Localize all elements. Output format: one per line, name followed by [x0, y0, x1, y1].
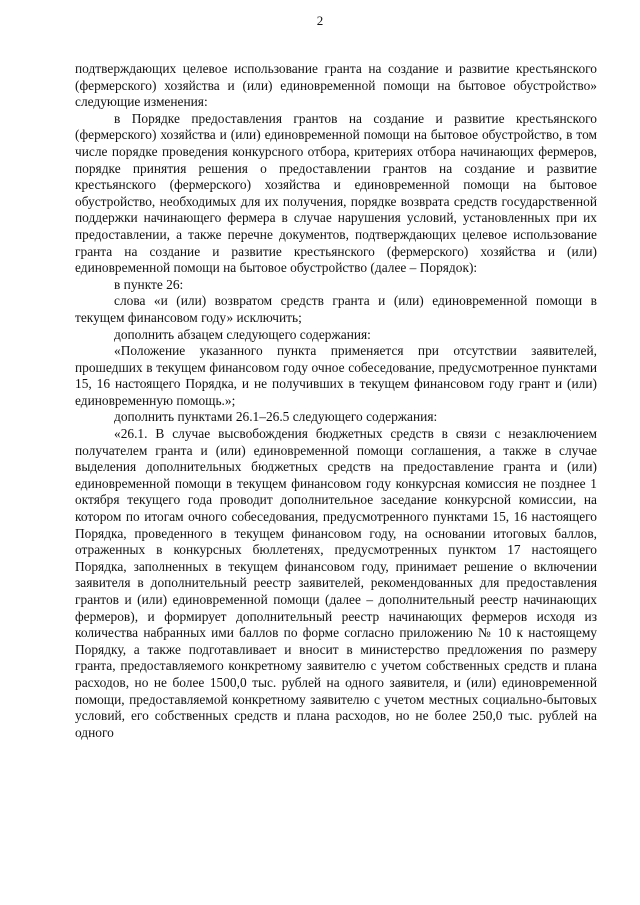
paragraph: «Положение указанного пункта применяется при отсутствии заявителей, прошедших в текущем финансовом году очное собеседование, предусмотренное пунктами 15, 16 настоящего Порядка, и не получивших в текущем финансовом году грант и (или) единовременную помощь.»;	[75, 343, 597, 408]
paragraph: в пункте 26:	[114, 276, 184, 292]
document-body	[75, 61, 597, 741]
paragraph: «26.1. В случае высвобождения бюджетных средств в связи с незаключением получателем гранта и (или) единовременной помощи соглашения, а также в случае выделения дополнительных бюджетных средств на предоставление гранта и (или) единовременной помощи в текущем финансовом году конкурсная комиссия не позднее 1 октября текущего года проводит дополнительное заседание конкурсной комиссии, на котором по итогам очного собеседования, предусмотренного пунктами 15, 16 настоящего Порядка, проведенного в текущем финансовом году, на основании итоговых баллов, отраженных в конкурсных бюллетенях, предусмотренных пунктом 17 настоящего Порядка, заполненных в текущем финансовом году, принимает решение о включении заявителя в дополнительный реестр заявителей, рекомендованных для предоставления грантов и (или) единовременной помощи (далее – дополнительный реестр начинающих фермеров), и формирует дополнительный реестр начинающих фермеров исходя из количества набранных ими баллов по форме согласно приложению № 10 к настоящему Порядку, а также подготавливает и вносит в министерство предложения по размеру гранта, предоставляемого конкретному заявителю с учетом собственных средств и плана расходов, но не более 1500,0 тыс. рублей на одного заявителя, и (или) единовременной помощи, предоставляемой конкретному заявителю с учетом местных социально-бытовых условий, его собственных средств и плана расходов, но не более 250,0 тыс. рублей на одного	[75, 426, 597, 740]
paragraph: дополнить пунктами 26.1–26.5 следующего содержания:	[114, 409, 438, 425]
paragraph: подтверждающих целевое использование гранта на создание и развитие крестьянского (фермерского) хозяйства и (или) единовременной помощи на бытовое обустройство» следующие изменения:	[75, 61, 597, 110]
paragraph: в Порядке предоставления грантов на создание и развитие крестьянского (фермерского) хозяйства и (или) единовременной помощи на бытовое обустройство, в том числе порядке проведения конкурсного отбора, критериях отбора начинающих фермеров, порядке принятия решения о предоставлении грантов на создание и развитие крестьянского (фермерского) хозяйства и единовременной помощи на бытовое обустройство, необходимых для их получения, порядке возврата средств государственной поддержки начинающего фермера в случае нарушения условий, установленных при их предоставлении, а также перечне документов, подтверждающих целевое использование гранта на создание и развитие крестьянского (фермерского) хозяйства и (или) единовременной помощи на бытовое обустройство (далее – Порядок):	[75, 110, 597, 276]
paragraph: слова «и (или) возвратом средств гранта и (или) единовременной помощи в текущем финансовом году» исключить;	[75, 293, 597, 325]
paragraph: дополнить абзацем следующего содержания:	[114, 326, 371, 342]
page-number: 2	[316, 13, 324, 28]
